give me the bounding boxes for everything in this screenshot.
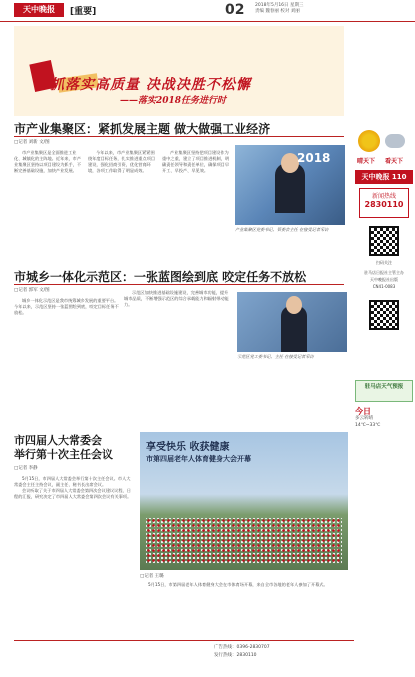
article-2-photo[interactable] [237,292,347,352]
article-paragraph: 市产业集聚区是全面推进工业化、城镇化的主阵地。近年来，市产业集聚区坚持以项目建设为抓手，不断完善基础设施，加快产业发展。 [14,150,82,173]
article-1-column-2 [88,150,158,262]
hotline-card[interactable] [359,188,409,218]
publisher-line: 驻马店日报社主管主办 [364,270,404,275]
article-3-byline: □记者 李静 [14,466,38,471]
masthead [0,0,415,22]
photo-feature-subhead: 市第四届老年人体育健身大会开幕 [146,455,251,463]
weather-forecast-banner[interactable]: 驻马店天气预报 [355,380,413,402]
issn-number: CN41-0083 [372,284,396,289]
photo-backdrop-sign: 2018 [297,151,331,165]
article-2-column-1 [14,298,119,426]
article-paragraph: 示范区加快推进基础设施建设，完善城市功能，提升城市品质，不断增强示范区的综合承载能力和辐射带动能力。 [124,290,229,307]
today-label: 今日 [355,407,371,416]
divider [14,136,344,137]
today-weather [355,408,413,429]
article-1-column-1 [14,150,84,262]
hotline-label: 新闻热线 [371,193,396,200]
banner-title: 抓落实高质量 决战决胜不松懈 [50,77,251,93]
article-3-body [14,476,134,636]
qr-code-2[interactable] [369,300,399,330]
article-2-byline: □记者 郭军 文/图 [14,288,50,293]
article-3-headline[interactable] [14,434,113,462]
issue-info [255,3,365,15]
article-paragraph: 5月15日，市第四届老年人体育健身大会在市体育场开幕，来自全市各地的老年人参加了开幕式。 [148,582,328,587]
distribution-hotline: 发行热线：2830110 [214,653,257,658]
footer [14,640,354,676]
today-temperature: 14℃~33℃ [355,423,381,428]
article-paragraph: 会议听取了关于市四届人大常委会第四次会议建议议程、日程的汇报，研究决定了市四届人大常委会第四次会议有关事项。 [14,488,132,499]
article-1-headline[interactable]: 市产业集聚区：紧抓发展主题 做大做强工业经济 [14,122,271,136]
section-tag: [重要] [70,7,97,17]
article-1-byline: □记者 刘新 文/图 [14,140,50,145]
article-paragraph: 城乡一体化示范区是我市统筹城乡发展的重要平台。今年以来，示范区坚持一张蓝图绘到底，咬定目标任务不放松。 [14,298,119,315]
crowd-pattern [146,518,342,564]
issue-date: 2018年5月16日 星期三 [255,3,304,8]
article-1-photo[interactable] [235,145,345,225]
today-condition: 多云转晴 [355,416,373,421]
article-paragraph: 产业集聚区坚持把项目建设作为重中之重，建立了项目推进机制，明确责任领导和责任单位，确保项目早开工、早投产、早见效。 [162,150,230,173]
photo-feature-caption [140,582,348,636]
photo-feature-headline: 享受快乐 收获健康 [146,442,230,453]
qr-label: 扫码关注 [376,260,392,265]
ad-hotline: 广告热线：0396-2830707 [214,645,270,650]
article-2-headline[interactable]: 市城乡一体化示范区：一张蓝图绘到底 咬定任务不放松 [14,270,307,284]
photo-feature-image[interactable] [140,432,348,570]
banner-subtitle: ——落实2018任务进行时 [120,96,227,106]
promo-red-block[interactable]: 天中晚报 110 [355,170,413,184]
page-number: 02 [225,2,245,18]
publisher-line-2: 天中晚报社出版 [370,277,398,282]
article-3-headline-line-1: 市四届人大常委会 [14,434,102,447]
article-2-column-2 [124,290,229,426]
right-sidebar [355,30,413,677]
article-paragraph: 5月15日，市四届人大常委会举行第十次主任会议。市人大常委会主任主持会议，副主任、秘书长出席会议。 [14,476,131,487]
hotline-number: 2830110 [364,200,404,209]
article-1-photo-caption: 产业集聚区党委书记、管委会主任 在接受记者采访 [235,227,329,232]
cloud-icon [385,134,405,148]
weather-label-1: 晴天下 [357,158,376,165]
photo-face [286,296,302,314]
article-paragraph: 今年以来，市产业集聚区紧紧围绕年度目标任务，扎实推进重点项目建设，强化招商引资，优化营商环境，各项工作取得了明显成效。 [88,150,156,173]
weather-label-2: 看天下 [385,158,404,165]
photo-feature-byline: □记者 王璐 [140,574,164,579]
divider [14,284,344,285]
qr-code[interactable] [369,226,399,256]
article-2-photo-caption: 示范区党工委书记、主任 在接受记者采访 [237,354,314,359]
editor-line: 责编 魏春丽 校对 刘丽 [255,9,300,14]
newspaper-logo[interactable]: 天中晚报 [14,3,64,17]
sun-icon [358,130,380,152]
article-1-column-3 [162,150,232,262]
article-3-headline-line-2: 举行第十次主任会议 [14,448,113,461]
